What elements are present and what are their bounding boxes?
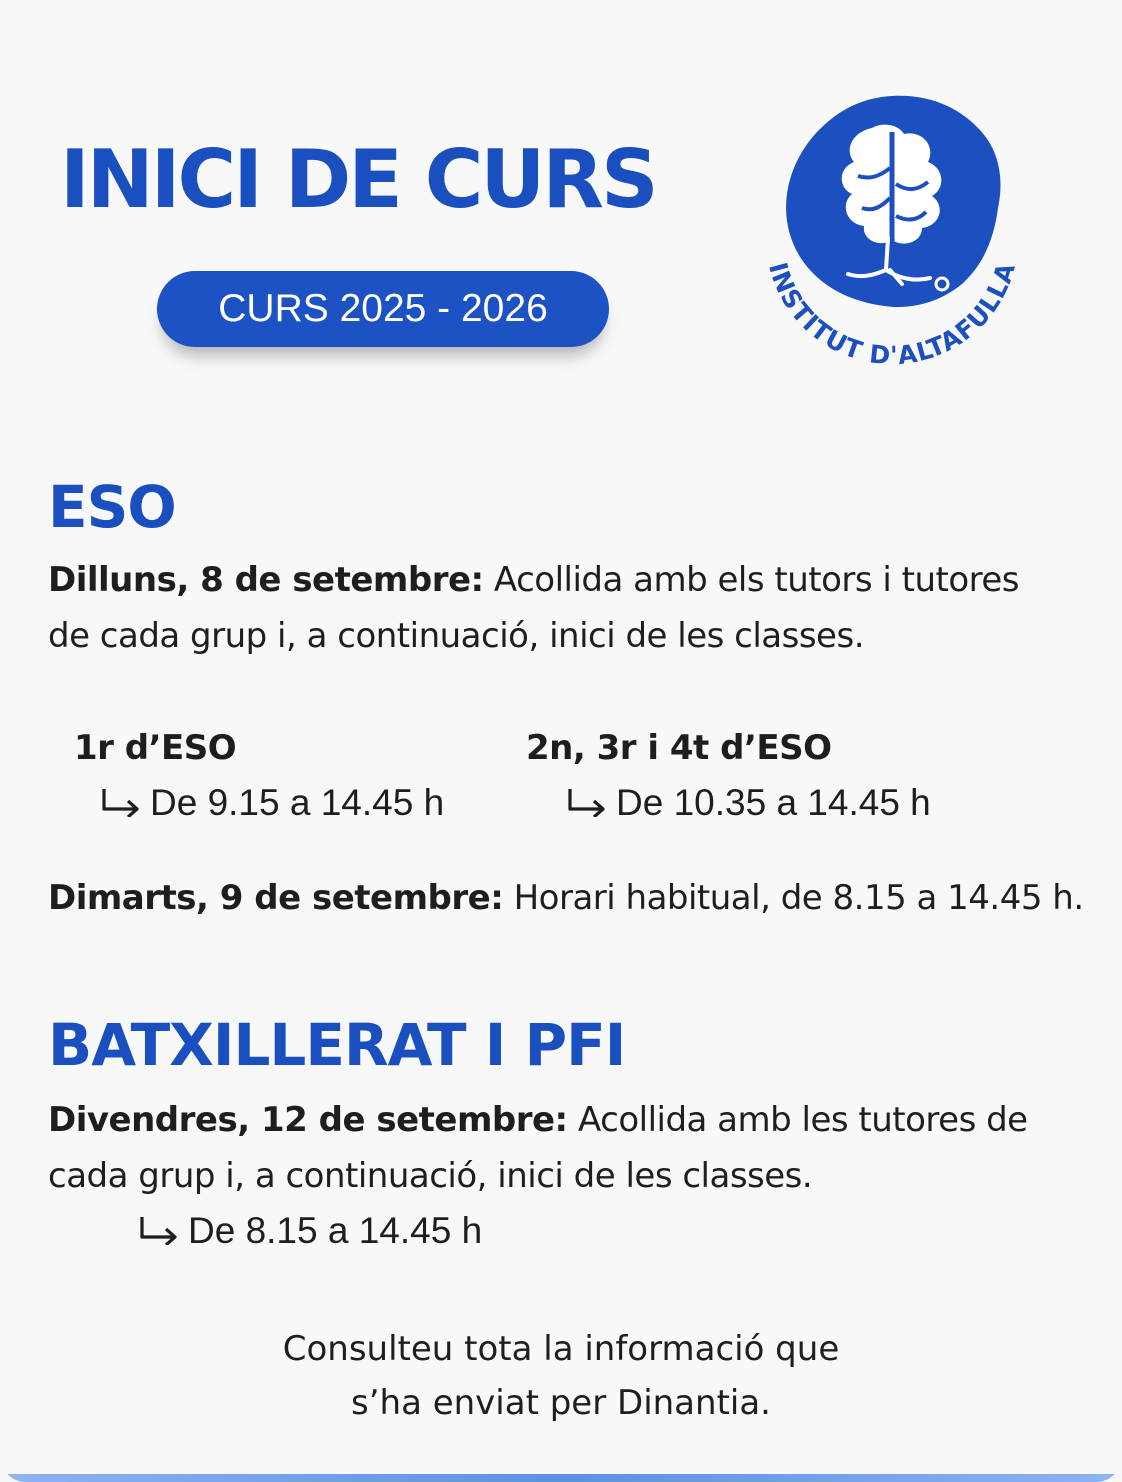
batx-day-line2: cada grup i, a continuació, inici de les classes. <box>48 1156 813 1196</box>
eso-group-2-label: 2n, 3r i 4t d’ESO <box>526 728 832 768</box>
batx-day-line1: Acollida amb les tutores de <box>567 1100 1028 1140</box>
footer-line-1: Consulteu tota la informació que <box>282 1329 840 1369</box>
return-arrow-icon <box>566 787 608 817</box>
footer-line-2: s’ha enviat per Dinantia. <box>351 1383 771 1423</box>
eso-heading: ESO <box>48 473 176 541</box>
eso-group-1-schedule: De 9.15 a 14.45 h <box>100 782 444 824</box>
eso-day2-paragraph <box>48 870 1084 926</box>
bottom-border <box>0 1474 1122 1482</box>
return-arrow-icon <box>100 787 142 817</box>
batx-day-label: Divendres, 12 de setembre: <box>48 1100 568 1140</box>
eso-day1-paragraph <box>48 552 1019 664</box>
page-title: INICI DE CURS <box>60 133 656 226</box>
school-logo <box>752 88 1032 368</box>
batx-paragraph <box>48 1092 1028 1204</box>
eso-day2-text: Horari habitual, de 8.15 a 14.45 h. <box>503 878 1084 918</box>
eso-day1-line2: de cada grup i, a continuació, inici de les classes. <box>48 616 864 656</box>
oak-tree-emblem-icon <box>786 96 1000 307</box>
footer-note <box>0 1322 1122 1430</box>
eso-group-2-schedule: De 10.35 a 14.45 h <box>566 782 931 824</box>
eso-group-1-label: 1r d’ESO <box>74 728 237 768</box>
logo-text: INSTITUT D'ALTAFULLA <box>763 258 1022 368</box>
batx-schedule: De 8.15 a 14.45 h <box>138 1210 482 1252</box>
eso-day1-label: Dilluns, 8 de setembre: <box>48 560 484 600</box>
eso-day2-label: Dimarts, 9 de setembre: <box>48 878 504 918</box>
eso-day1-line1: Acollida amb els tutors i tutores <box>483 560 1020 600</box>
course-year-badge: CURS 2025 - 2026 <box>157 271 609 347</box>
return-arrow-icon <box>138 1215 180 1245</box>
batx-heading: BATXILLERAT I PFI <box>48 1011 626 1079</box>
